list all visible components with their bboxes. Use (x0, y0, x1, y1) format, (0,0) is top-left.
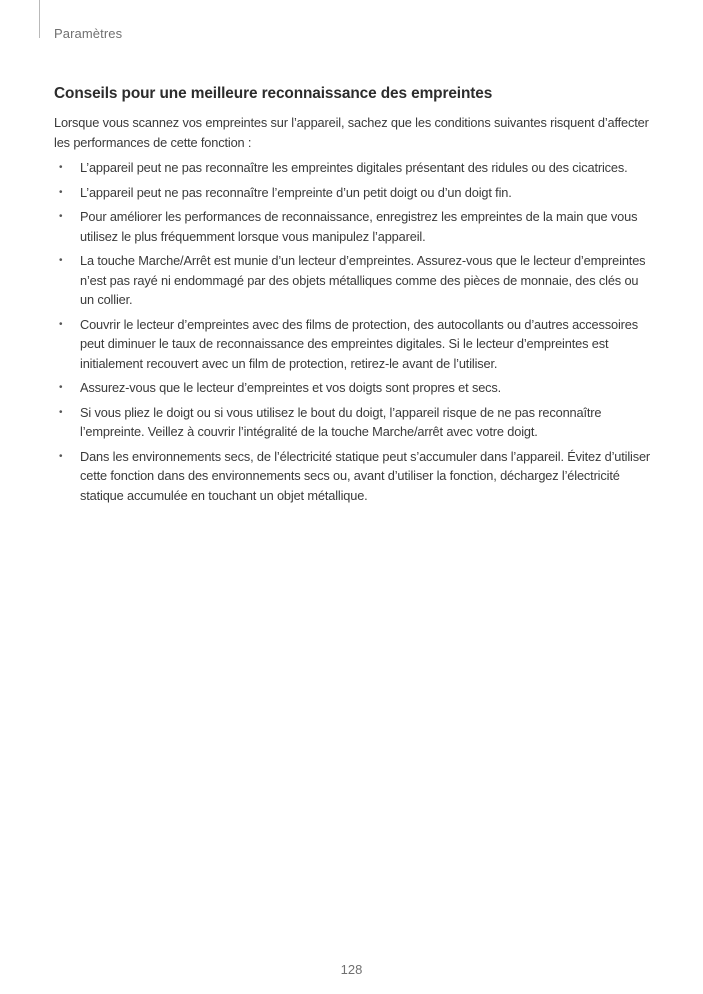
tip-text: Si vous pliez le doigt ou si vous utilisez le bout du doigt, l’appareil risque de ne pas reconnaître l’empreinte. Veillez à couvrir l’intégralité de la touche Marche/arrêt avec votre doigt. (80, 404, 602, 439)
tip-text: L’appareil peut ne pas reconnaître l’empreinte d’un petit doigt ou d’un doigt fin. (80, 184, 512, 200)
bullet-icon: • (59, 450, 63, 462)
bullet-icon: • (59, 211, 63, 222)
page-number: 128 (340, 962, 363, 977)
bullet-icon: • (59, 318, 63, 330)
bullet-icon: • (59, 382, 63, 393)
intro-paragraph: Lorsque vous scannez vos empreintes sur l’appareil, sachez que les conditions suivantes risquent d’affecter les performances de cette fonction : (54, 115, 649, 150)
tip-text: Pour améliorer les performances de reconnaissance, enregistrez les empreintes de la main que vous utilisez le plus fréquemment lorsque vous manipulez l’appareil. (80, 209, 638, 244)
tip-text: La touche Marche/Arrêt est munie d’un lecteur d’empreintes. Assurez-vous que le lecteur d’empreintes n’est pas rayé ni endommagé par des objets métalliques comme des pièces de monnaie, des clés ou un collier. (80, 253, 646, 307)
section-title: Conseils pour une meilleure reconnaissance des empreintes (54, 85, 493, 102)
section-header: Paramètres (54, 26, 123, 41)
tip-text: Assurez-vous que le lecteur d’empreintes et vos doigts sont propres et secs. (80, 380, 502, 395)
bullet-icon: • (59, 406, 63, 418)
tip-text: L’appareil peut ne pas reconnaître les empreintes digitales présentant des ridules ou des cicatrices. (80, 160, 628, 175)
tip-text: Couvrir le lecteur d’empreintes avec des films de protection, des autocollants ou d’autres accessoires peut diminuer le taux de reconnaissance des empreintes digitales. Si le lecteur d’empreintes est initialement recouvert avec un film de protection, retirez-le avant de l’utiliser. (80, 316, 638, 371)
bullet-icon: • (59, 162, 63, 173)
list-item (54, 158, 654, 178)
list-item (54, 183, 654, 203)
tips-list (54, 158, 654, 505)
main-content (54, 85, 654, 510)
list-item (54, 403, 654, 442)
list-item (54, 447, 654, 506)
list-item (54, 378, 654, 398)
bullet-icon: • (59, 186, 63, 198)
list-item (54, 207, 654, 246)
bullet-icon: • (59, 255, 63, 266)
list-item (54, 251, 654, 310)
tip-text: Dans les environnements secs, de l’électricité statique peut s’accumuler dans l’appareil. Évitez d’utiliser cette fonction dans des environnements secs ou, avant d’utiliser la fonction, déchargez l’électricité statique accumulée en touchant un objet métallique. (80, 448, 651, 503)
list-item (54, 315, 654, 374)
header-divider (39, 0, 40, 38)
